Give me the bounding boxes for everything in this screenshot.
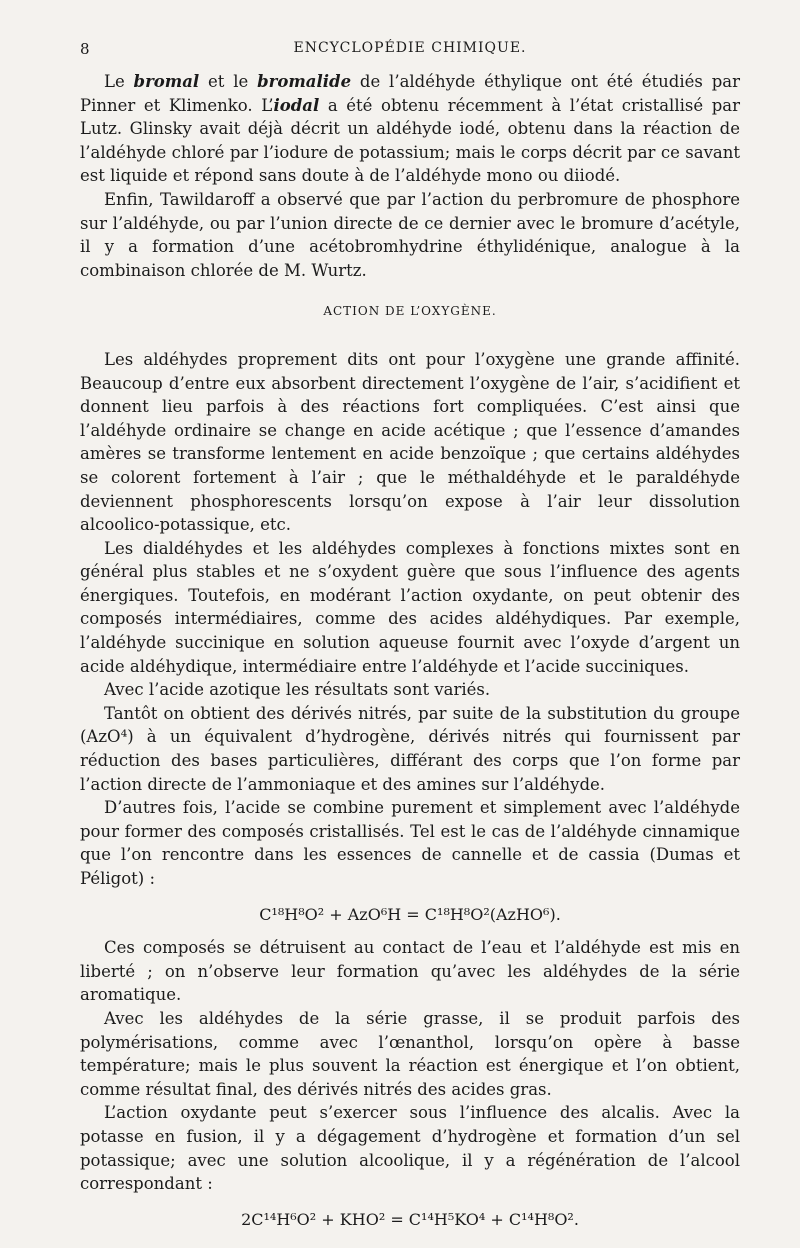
p1-text-1: Le (104, 72, 134, 91)
page-header (80, 40, 740, 70)
section-heading: ACTION DE L’OXYGÈNE. (323, 304, 497, 319)
paragraph-5: Avec l’acide azotique les résultats sont variés. (104, 680, 491, 700)
p1-text-2: et le (199, 72, 258, 91)
formula-2: 2C¹⁴H⁶O² + KHO² = C¹⁴H⁵KO⁴ + C¹⁴H⁸O². (241, 1209, 579, 1229)
paragraph-3: Les aldéhydes proprement dits ont pour l’oxygène une grande affinité. Beaucoup d’entre eux absorbent directement l’oxygène de l’air, s’acidifient et donnent lieu parfois à des réactions fort compliquées. C’est ainsi que l’aldéhyde ordinaire se change en acide acétique ; que l’essence d’amandes amères se transforme lentement en acide benzoïque ; que certains aldéhydes se colorent fortement à l’air ; que le méthaldéhyde et le paraldéhyde deviennent phosphorescents lorsqu’on expose à l’air leur dissolution alcoolico-potassique, etc. (80, 349, 740, 535)
term-iodal: iodal (273, 95, 320, 115)
paragraph-9: Avec les aldéhydes de la série grasse, il se produit parfois des polymérisations, comme avec l’œnanthol, lorsqu’on opère à basse température; mais le plus souvent la réaction est énergique et l’on obtient, comme résultat final, des dérivés nitrés des acides gras. (80, 1008, 740, 1099)
page-number: 8 (80, 40, 90, 58)
paragraph-4: Les dialdéhydes et les aldéhydes complexes à fonctions mixtes sont en général plus stables et ne s’oxydent guère que sous l’influence des agents énergiques. Toutefois, en modérant l’action oxydante, on peut obtenir des composés intermédiaires, comme des acides aldéhydiques. Par exemple, l’aldéhyde succinique en solution aqueuse fournit avec l’oxyde d’argent un acide aldéhydique, intermédiaire entre l’aldéhyde et l’acide succiniques. (80, 538, 740, 676)
paragraph-7: D’autres fois, l’acide se combine purement et simplement avec l’aldéhyde pour former des composés cristallisés. Tel est le cas de l’aldéhyde cinnamique que l’on rencontre dans les essences de cannelle et de cassia (Dumas et Péligot) : (80, 798, 740, 888)
body-text (80, 70, 740, 1231)
term-bromal: bromal (133, 72, 200, 91)
page (80, 40, 740, 1241)
paragraph-6: Tantôt on obtient des dérivés nitrés, par suite de la substitution du groupe (AzO⁴) à un équivalent d’hydrogène, dérivés nitrés qui fournissent par réduction des bases particulières, différant des corps que l’on forme par l’action directe de l’ammoniaque et des amines sur l’aldéhyde. (80, 703, 740, 794)
paragraph-2: Enfin, Tawildaroff a observé que par l’action du perbromure de phosphore sur l’aldéhyde, ou par l’union directe de ce dernier avec le bromure d’acétyle, il y a formation d’une acétobromhydrine éthylidénique, analogue à la combinaison chlorée de M. Wurtz. (80, 189, 740, 280)
running-title: ENCYCLOPÉDIE CHIMIQUE. (293, 40, 527, 56)
paragraph-10: L’action oxydante peut s’exercer sous l’influence des alcalis. Avec la potasse en fusion, il y a dégagement d’hydrogène et formation d’un sel potassique; avec une solution alcoolique, il y a régénération de l’alcool correspondant : (80, 1103, 740, 1194)
term-bromalide: bromalide (257, 72, 352, 91)
p1-text-3: de l’aldéhyde éthylique ont été étudiés par Pinner et Klimenko. L’ (80, 72, 740, 115)
p1-text-4: a été obtenu récemment à l’état cristallisé par Lutz. Glinsky avait déjà décrit un aldéhyde iodé, obtenu dans la réaction de l’aldéhyde chloré par l’iodure de potassium; mais le corps décrit par ce savant est liquide et répond sans doute à de l’aldéhyde mono ou diiodé. (80, 95, 740, 186)
paragraph-1 (80, 70, 740, 188)
paragraph-8: Ces composés se détruisent au contact de l’eau et l’aldéhyde est mis en liberté ; on n’observe leur formation qu’avec les aldéhydes de la série aromatique. (80, 938, 740, 1005)
formula-1: C¹⁸H⁸O² + AzO⁶H = C¹⁸H⁸O²(AzHO⁶). (259, 904, 561, 924)
